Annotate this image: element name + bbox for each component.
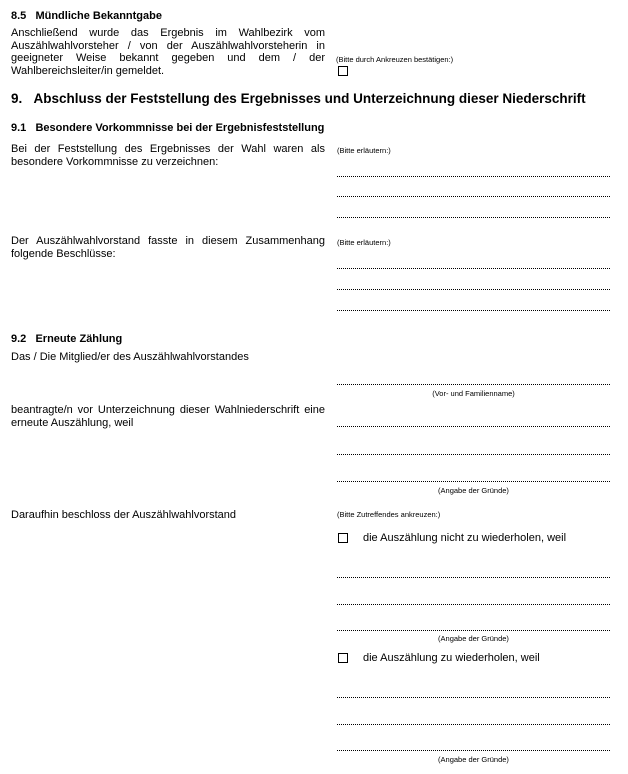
- section-9-title: 9. Abschluss der Feststellung des Ergebnisses und Unterzeichnung dieser Niederschrift: [11, 91, 586, 106]
- incidents-line[interactable]: [337, 196, 610, 197]
- request-reason-line[interactable]: [337, 454, 610, 455]
- section-8-5-title: 8.5 Mündliche Bekanntgabe: [11, 10, 162, 22]
- incidents-line[interactable]: [337, 176, 610, 177]
- section-9-2-title: 9.2 Erneute Zählung: [11, 333, 123, 345]
- resolutions-line[interactable]: [337, 310, 610, 311]
- incidents-hint: (Bitte erläutern:): [337, 146, 391, 155]
- no-repeat-reason-line[interactable]: [337, 604, 610, 605]
- repeat-label: die Auszählung zu wiederholen, weil: [363, 652, 540, 664]
- repeat-checkbox[interactable]: [338, 653, 348, 663]
- recount-request-text: beantragte/n vor Unterzeichnung dieser Wahlniederschrift eine erneute Auszählung, weil: [11, 404, 325, 429]
- incidents-line[interactable]: [337, 217, 610, 218]
- member-name-caption: (Vor- und Familienname): [432, 389, 515, 398]
- member-name-line[interactable]: [337, 384, 610, 385]
- confirm-hint: (Bitte durch Ankreuzen bestätigen:): [336, 55, 454, 64]
- no-repeat-label: die Auszählung nicht zu wiederholen, weil: [363, 532, 567, 544]
- repeat-reason-caption: (Angabe der Gründe): [438, 755, 509, 764]
- decision-hint: (Bitte Zutreffendes ankreuzen:): [337, 510, 441, 519]
- confirm-checkbox[interactable]: [338, 66, 348, 76]
- no-repeat-reason-line[interactable]: [337, 630, 610, 631]
- resolutions-hint: (Bitte erläutern:): [337, 238, 391, 247]
- section-9-1-title: 9.1 Besondere Vorkommnisse bei der Ergebnisfeststellung: [11, 122, 325, 134]
- no-repeat-reason-line[interactable]: [337, 577, 610, 578]
- decision-text: Daraufhin beschloss der Auszählwahlvorstand: [11, 509, 237, 521]
- request-reason-line[interactable]: [337, 426, 610, 427]
- repeat-reason-line[interactable]: [337, 697, 610, 698]
- incidents-text: Bei der Feststellung des Ergebnisses der Wahl waren als besondere Vorkommnisse zu verzeichnen:: [11, 143, 325, 168]
- request-reason-caption: (Angabe der Gründe): [438, 486, 509, 495]
- resolutions-text: Der Auszählwahlvorstand fasste in diesem Zusammenhang folgende Beschlüsse:: [11, 235, 325, 260]
- section-8-5-text: Anschließend wurde das Ergebnis im Wahlbezirk vom Auszählwahlvorsteher / von der Auszählwahlvorsteherin in geeigneter Weise bekannt gegeben und dem / der Wahlbereichsleiter/in gemeldet.: [11, 27, 325, 77]
- no-repeat-reason-caption: (Angabe der Gründe): [438, 634, 509, 643]
- repeat-reason-line[interactable]: [337, 750, 610, 751]
- members-text: Das / Die Mitglied/er des Auszählwahlvorstandes: [11, 351, 249, 363]
- request-reason-line[interactable]: [337, 481, 610, 482]
- repeat-reason-line[interactable]: [337, 724, 610, 725]
- resolutions-line[interactable]: [337, 289, 610, 290]
- resolutions-line[interactable]: [337, 268, 610, 269]
- no-repeat-checkbox[interactable]: [338, 533, 348, 543]
